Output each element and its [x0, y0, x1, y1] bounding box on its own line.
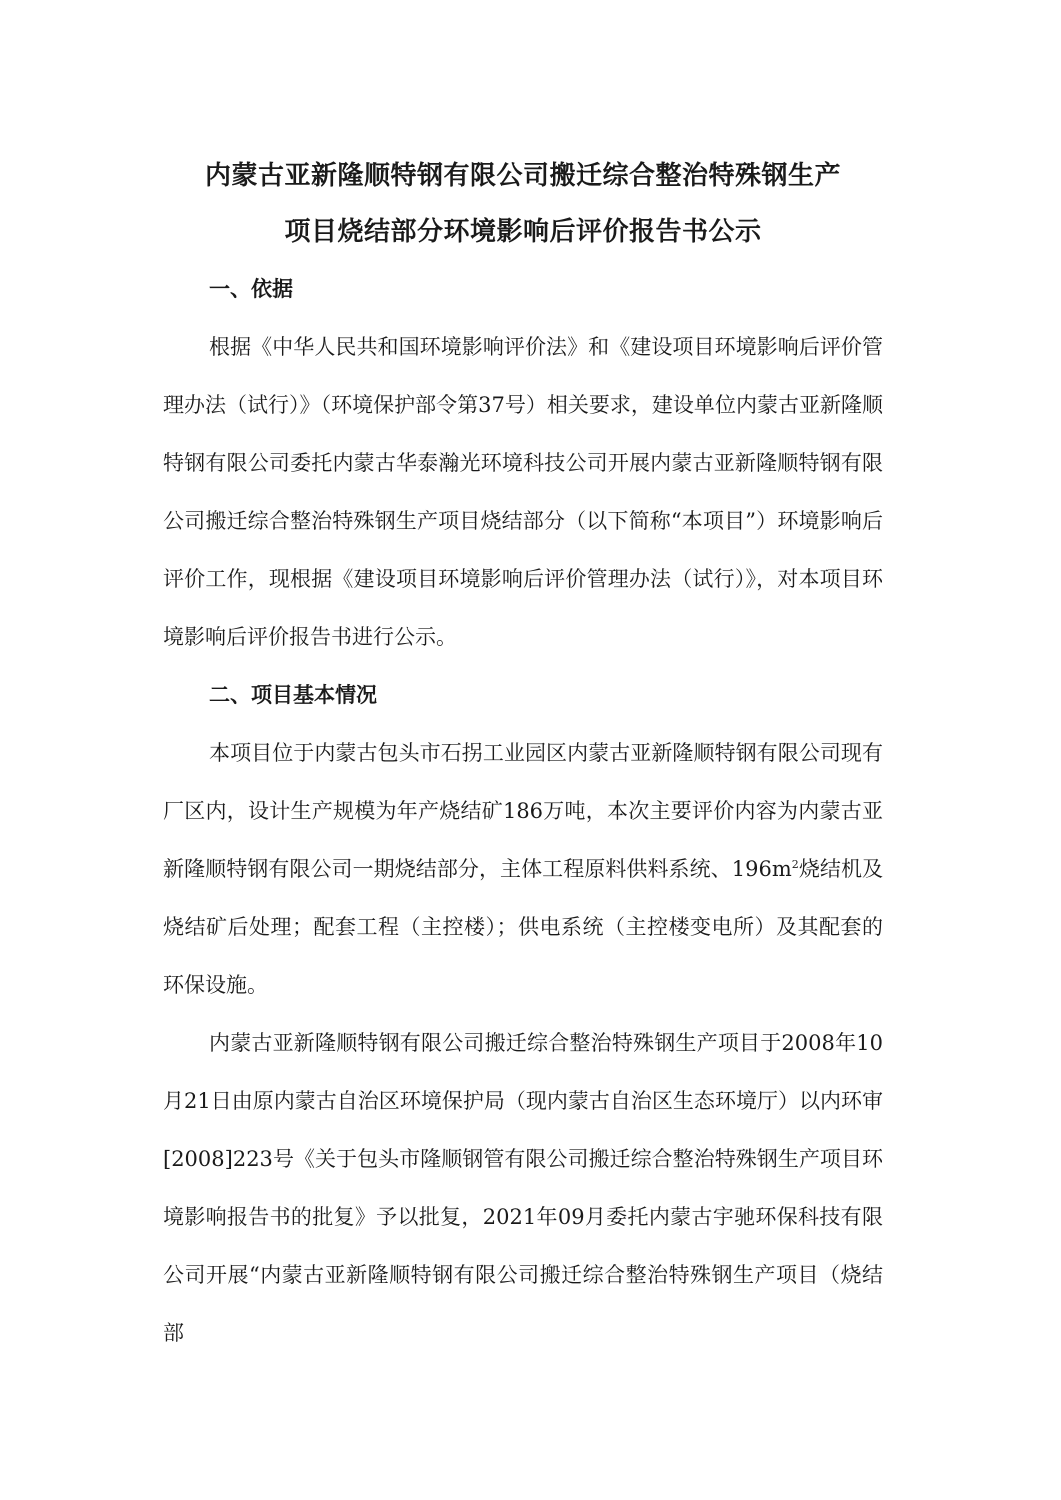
section-2-heading: 二、项目基本情况 — [209, 683, 377, 707]
section-2-paragraph-1-part-a: 本项目位于内蒙古包头市石拐工业园区内蒙古亚新隆顺特钢有限公司现有厂区内，设计生产规模为年产烧结矿186万吨，本次主要评价内容为内蒙古亚新隆顺特钢有限公司一期烧结部分，主体工程原料供料系统、196m — [163, 741, 883, 881]
section-2-paragraph-1 — [163, 724, 883, 1014]
superscript-2: 2 — [791, 858, 799, 871]
section-1-paragraph: 根据《中华人民共和国环境影响评价法》和《建设项目环境影响后评价管理办法（试行）》（环境保护部令第37号）相关要求，建设单位内蒙古亚新隆顺特钢有限公司委托内蒙古华泰瀚光环境科技公司开展内蒙古亚新隆顺特钢有限公司搬迁综合整治特殊钢生产项目烧结部分（以下简称“本项目”）环境影响后评价工作，现根据《建设项目环境影响后评价管理办法（试行）》，对本项目环境影响后评价报告书进行公示。 — [163, 335, 883, 649]
section-1-heading: 一、依据 — [209, 277, 293, 301]
section-2-paragraph-1-part-b: 烧结机及烧结矿后处理；配套工程（主控楼）；供电系统（主控楼变电所）及其配套的环保设施。 — [163, 857, 884, 997]
title-line-2: 项目烧结部分环境影响后评价报告书公示 — [284, 217, 762, 247]
title-line-1: 内蒙古亚新隆顺特钢有限公司搬迁综合整治特殊钢生产 — [204, 161, 841, 191]
document-title — [163, 148, 883, 260]
section-2-paragraph-2: 内蒙古亚新隆顺特钢有限公司搬迁综合整治特殊钢生产项目于2008年10月21日由原内蒙古自治区环境保护局（现内蒙古自治区生态环境厅）以内环审[2008]223号《关于包头市隆顺钢管有限公司搬迁综合整治特殊钢生产项目环境影响报告书的批复》予以批复，2021年09月委托内蒙古宇驰环保科技有限公司开展“内蒙古亚新隆顺特钢有限公司搬迁综合整治特殊钢生产项目（烧结部 — [163, 1031, 883, 1345]
